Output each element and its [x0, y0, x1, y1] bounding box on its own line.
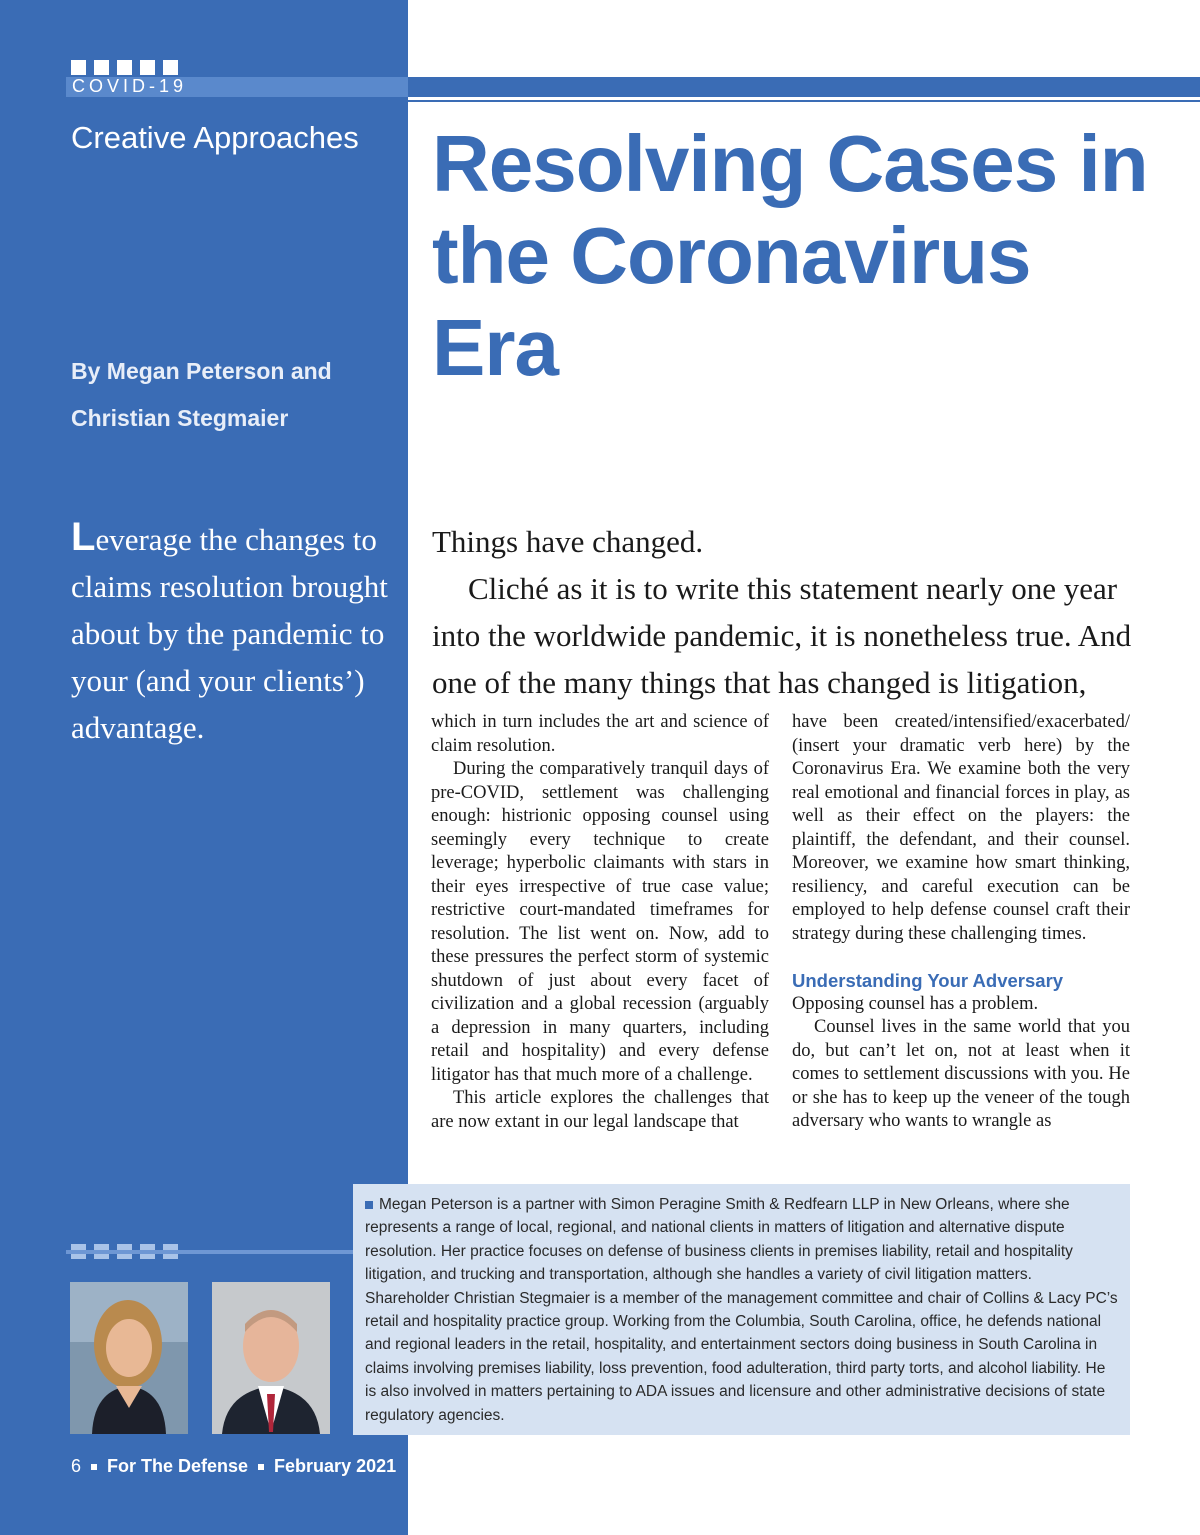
byline: [71, 348, 391, 442]
header-thin-rule: [408, 100, 1200, 102]
header-rule: [408, 77, 1200, 97]
deck-text: everage the changes to claims resolution brought about by the pandemic to your (and your clients’) advantage.: [71, 522, 388, 745]
lede-paragraph-2: Cliché as it is to write this statement nearly one year into the worldwide pandemic, it is nonetheless true. And one of the many things that has changed is litigation,: [432, 571, 1132, 700]
author-photo-megan-peterson: [70, 1282, 188, 1434]
body-column-1: [431, 711, 769, 1134]
issue-date: February 2021: [274, 1456, 397, 1476]
body-paragraph: Counsel lives in the same world that you do, but can’t let on, not at least when it comes to settlement discussions with you. He or she has to keep up the veneer of the tough adversary who wants to wrangle as: [792, 1017, 1130, 1131]
byline-line-2: Christian Stegmaier: [71, 405, 289, 431]
deck-dropcap: L: [71, 515, 96, 559]
body-paragraph: This article explores the challenges that are now extant in our legal landscape that: [431, 1088, 769, 1132]
kicker: COVID-19: [72, 76, 188, 96]
author-bio-text: Megan Peterson is a partner with Simon Peragine Smith & Redfearn LLP in New Orleans, where she represents a range of local, regional, and national clients in matters of litigation and alternative dispute resolution. Her practice focuses on defense of business clients in premises liability, retail and hospitality litigation, and trucking and transportation, although she handles a variety of civil litigation matters. Shareholder Christian Stegmaier is a member of the management committee and chair of Collins & Lacy PC’s retail and hospitality practice group. Working from the Columbia, South Carolina, office, he defends national and regional leaders in the retail, hospitality, and entertainment sectors doing business in South Carolina in claims involving premises liability, loss prevention, food adulteration, third party torts, and alcohol liability. He is also involved in matters pertaining to ADA issues and licensure and other administrative decisions of state regulatory agencies.: [365, 1196, 1118, 1424]
publication-name: For The Defense: [107, 1456, 249, 1476]
headline: Resolving Cases in the Coronavirus Era: [432, 119, 1148, 392]
body-paragraph: Opposing counsel has a problem.: [792, 993, 1039, 1014]
footer-separator-icon: [258, 1464, 264, 1470]
author-bio-box: [353, 1184, 1130, 1435]
subhead: Understanding Your Adversary: [792, 970, 1064, 991]
byline-line-1: By Megan Peterson and: [71, 358, 332, 384]
decorative-squares: [71, 60, 178, 75]
footer-separator-icon: [91, 1464, 97, 1470]
body-paragraph: have been created/intensified/exacerbated/ (insert your dramatic verb here) by the Coronavirus Era. We examine both the very real emotional and financial forces in play, as well as their effect on the players: the plaintiff, the defendant, and their counsel. Moreover, we examine how smart thinking, resiliency, and careful execution can be employed to help defense counsel craft their strategy during these challenging times.: [792, 712, 1130, 944]
body-paragraph: which in turn includes the art and science of claim resolution.: [431, 712, 769, 756]
page-footer: [71, 1456, 396, 1477]
bullet-square-icon: [365, 1201, 373, 1209]
author-photo-christian-stegmaier: [212, 1282, 330, 1434]
lede: [432, 518, 1152, 706]
author-bio: [365, 1193, 1118, 1427]
page-number: 6: [71, 1456, 82, 1476]
deck: [71, 516, 391, 751]
sidebar: [0, 0, 408, 1535]
body-column-2: [792, 711, 1130, 1134]
section-label: Creative Approaches: [71, 120, 359, 155]
body-paragraph: During the comparatively tranquil days of pre-COVID, settlement was challenging enough: histrionic opposing counsel using seemingly every technique to create leverage; hyperbolic claimants with stars in their eyes irrespective of true case value; restrictive court-mandated timeframes for resolution. The list went on. Now, add to these pressures the perfect storm of systemic shutdown of just about every facet of civilization and a global recession (arguably a depression in many quarters, including retail and hospitality) and every defense litigator has that much more of a challenge.: [431, 759, 769, 1085]
lede-paragraph-1: Things have changed.: [432, 524, 704, 559]
bio-rule: [66, 1250, 358, 1254]
